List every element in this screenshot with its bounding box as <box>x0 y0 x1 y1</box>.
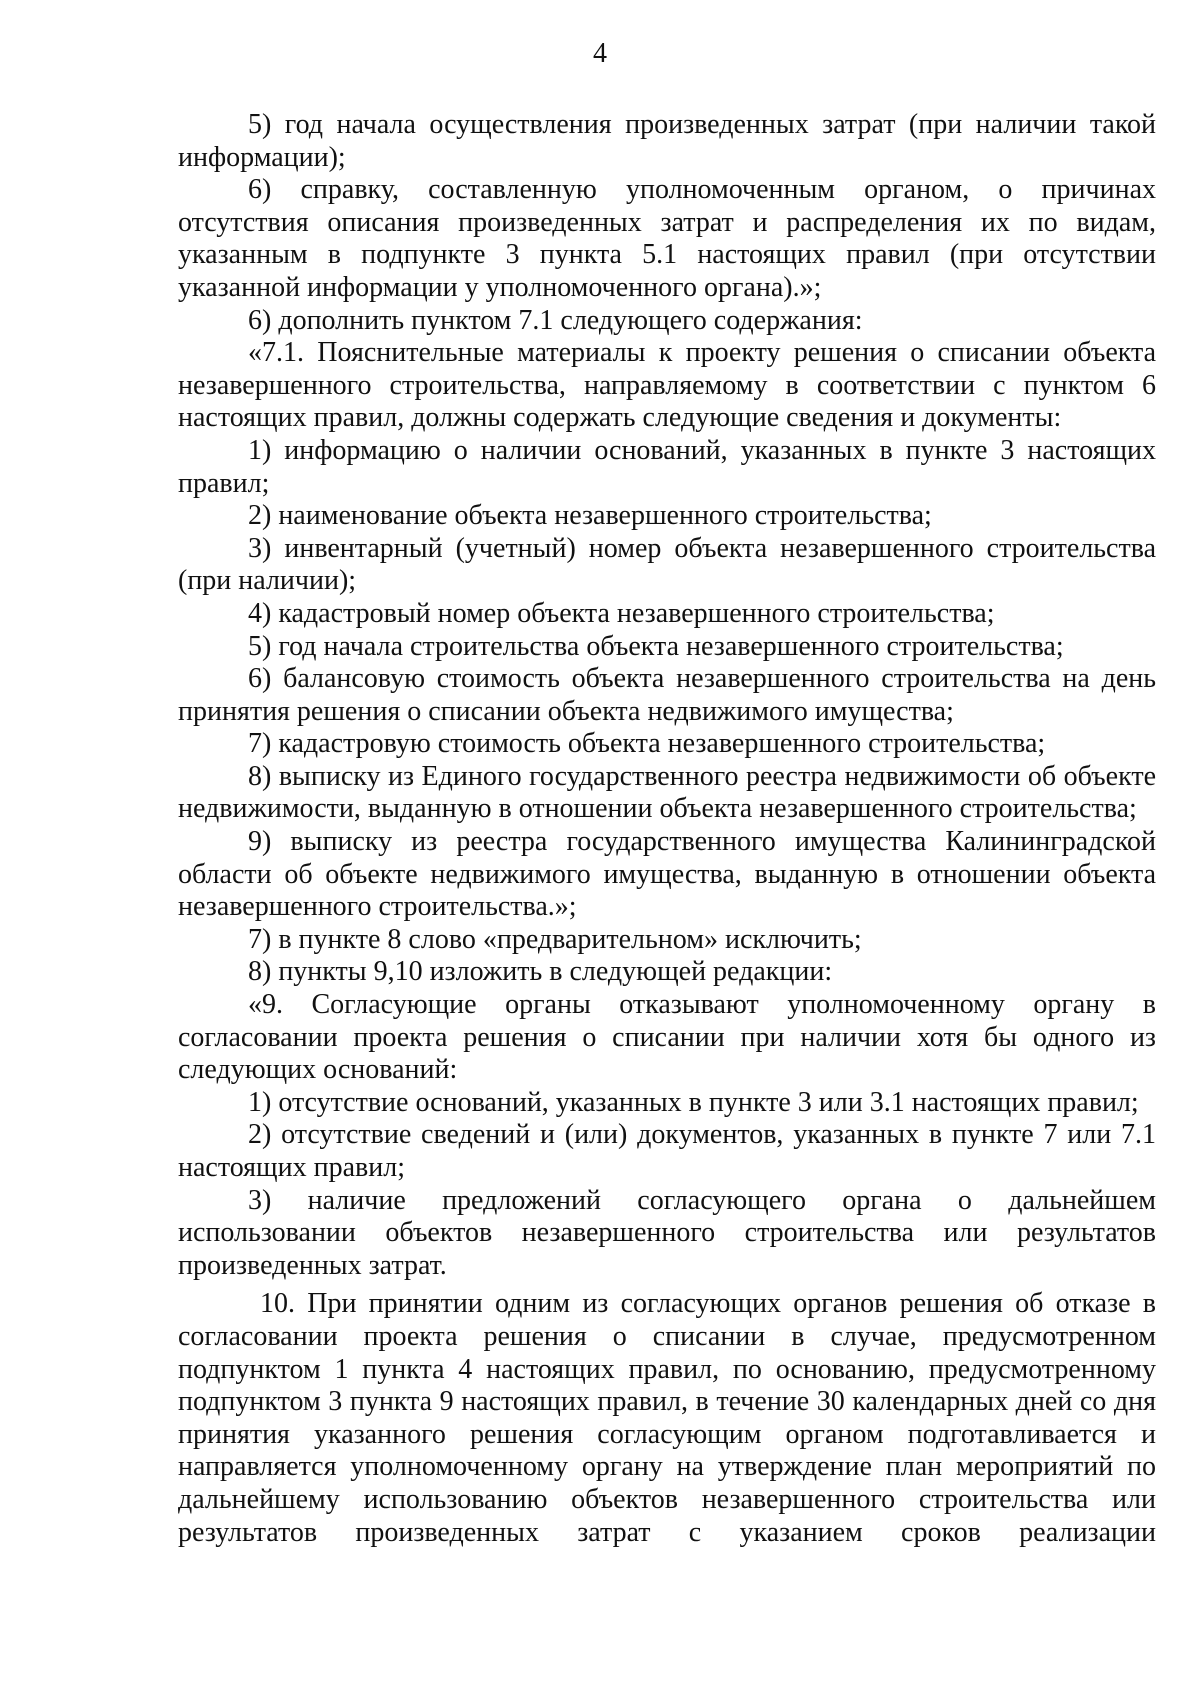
paragraph: 6) справку, составленную уполномоченным органом, о причинах отсутствия описания произведенных затрат и распределения их по видам, указанным в подпункте 3 пункта 5.1 настоящих правил (при отсутствии указанной информации у уполномоченного органа).»; <box>178 174 1156 303</box>
paragraph: «9. Согласующие органы отказывают уполномоченному органу в согласовании проекта решения о списании при наличии хотя бы одного из следующих оснований: <box>178 989 1156 1086</box>
paragraph: 4) кадастровый номер объекта незавершенного строительства; <box>248 597 995 629</box>
paragraph: 1) отсутствие оснований, указанных в пункте 3 или 3.1 настоящих правил; <box>248 1086 1139 1118</box>
paragraph: 10. При принятии одним из согласующих органов решения об отказе в согласовании проекта решения о списании в случае, предусмотренном подпунктом 1 пункта 4 настоящих правил, по основанию, предусмотренному подпунктом 3 пункта 9 настоящих правил, в течение 30 календарных дней со дня принятия указанного решения согласующим органом подготавливается и направляется уполномоченному органу на утверждение план мероприятий по дальнейшему использованию объектов незавершенного строительства или результатов произведенных затрат с указанием сроков реализации <box>178 1288 1156 1548</box>
paragraph: 8) пункты 9,10 изложить в следующей редакции: <box>248 956 833 988</box>
paragraph: 9) выписку из реестра государственного имущества Калининградской области об объекте недвижимого имущества, выданную в отношении объекта незавершенного строительства.»; <box>178 826 1156 923</box>
paragraph: 7) в пункте 8 слово «предварительном» исключить; <box>248 923 862 955</box>
document-body <box>178 109 1156 1549</box>
paragraph: 2) отсутствие сведений и (или) документов, указанных в пункте 7 или 7.1 настоящих правил; <box>178 1119 1156 1183</box>
page-number: 4 <box>593 38 607 69</box>
paragraph: 3) инвентарный (учетный) номер объекта незавершенного строительства (при наличии); <box>178 532 1156 597</box>
paragraph: 6) балансовую стоимость объекта незавершенного строительства на день принятия решения о списании объекта недвижимого имущества; <box>178 663 1156 727</box>
paragraph: 5) год начала строительства объекта незавершенного строительства; <box>248 630 1064 662</box>
paragraph: 3) наличие предложений согласующего органа о дальнейшем использовании объектов незавершенного строительства или результатов произведенных затрат. <box>178 1184 1156 1281</box>
paragraph: 2) наименование объекта незавершенного строительства; <box>248 500 932 532</box>
paragraph: 5) год начала осуществления произведенных затрат (при наличии такой информации); <box>178 109 1156 173</box>
paragraph: «7.1. Пояснительные материалы к проекту решения о списании объекта незавершенного строительства, направляемому в соответствии с пунктом 6 настоящих правил, должны содержать следующие сведения и документы: <box>178 337 1156 434</box>
paragraph: 7) кадастровую стоимость объекта незавершенного строительства; <box>248 728 1046 760</box>
paragraph: 6) дополнить пунктом 7.1 следующего содержания: <box>248 304 863 336</box>
paragraph: 8) выписку из Единого государственного реестра недвижимости об объекте недвижимости, выданную в отношении объекта незавершенного строительства; <box>178 760 1156 825</box>
paragraph: 1) информацию о наличии оснований, указанных в пункте 3 настоящих правил; <box>178 434 1156 499</box>
